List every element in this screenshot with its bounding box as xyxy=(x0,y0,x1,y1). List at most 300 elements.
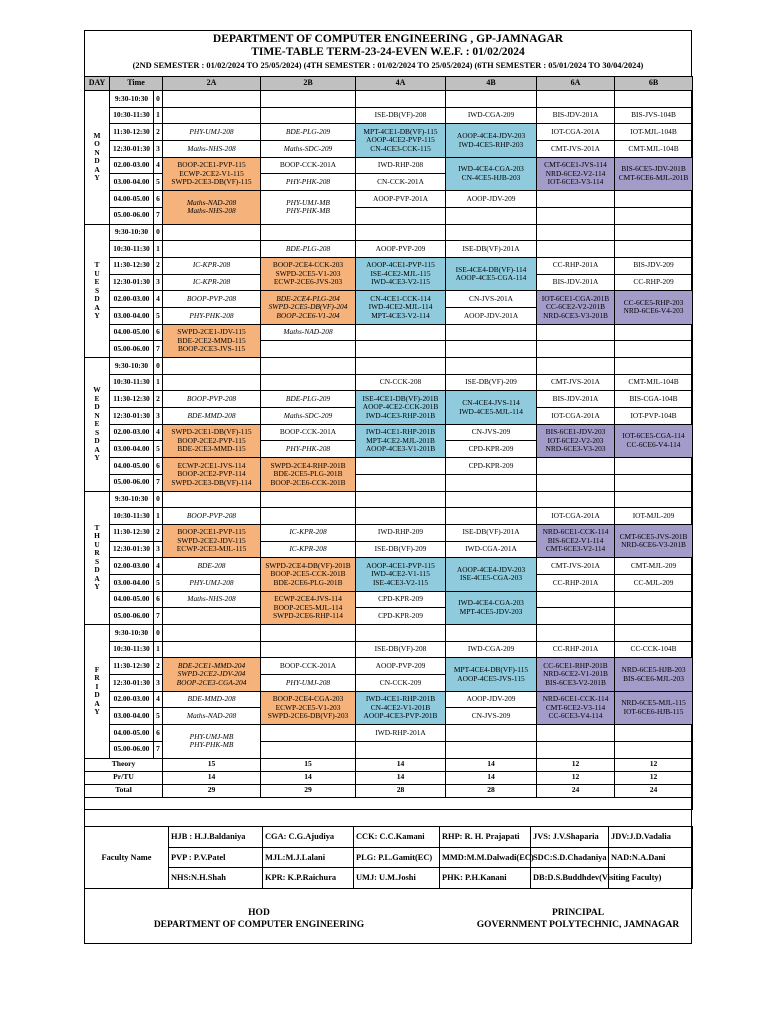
class-cell: SWPD-2CE1-DB(VF)-115 BOOP-2CE2-PVP-115 BDE-2CE3-MMD-115 xyxy=(163,424,261,457)
faculty-entry: SDC:S.D.Chadaniya xyxy=(531,847,609,868)
period-number: 6 xyxy=(154,725,163,742)
class-cell: CC-RHP-201A xyxy=(537,641,615,658)
class-cell: CMT-6CE1-JVS-114 NRD-6CE2-V2-114 IOT-6CE3-V3-114 xyxy=(537,157,615,190)
column-header-4a: 4A xyxy=(356,77,446,91)
summary-value: 29 xyxy=(261,784,356,797)
timetable-row xyxy=(85,558,693,575)
summary-label: Pr/TU xyxy=(85,771,163,784)
faculty-entry: PHK: P.H.Kanani xyxy=(440,868,531,889)
class-cell xyxy=(537,474,615,491)
class-cell: IWD-4CE4-CGA-203 MPT-4CE5-JDV-203 xyxy=(446,591,537,624)
summary-value: 28 xyxy=(446,784,537,797)
time-slot: 12:30-01:30 xyxy=(110,274,154,291)
class-cell: NRD-6CE5-HJB-203 BIS-6CE6-MJL-203 xyxy=(615,658,693,691)
summary-row xyxy=(85,784,693,797)
class-cell xyxy=(537,224,615,241)
time-slot: 11:30-12:30 xyxy=(110,124,154,141)
period-number: 5 xyxy=(154,174,163,191)
class-cell: ISE-4CE4-DB(VF)-114 AOOP-4CE5-CGA-114 xyxy=(446,257,537,290)
period-number: 2 xyxy=(154,524,163,541)
time-slot: 04.00-05.00 xyxy=(110,458,154,475)
period-number: 1 xyxy=(154,374,163,391)
class-cell: CMT-MJL-104B xyxy=(615,374,693,391)
time-slot: 04.00-05.00 xyxy=(110,591,154,608)
class-cell xyxy=(615,591,693,608)
class-cell: IWD-CGA-209 xyxy=(446,641,537,658)
hod-title: HOD xyxy=(248,908,270,918)
time-slot: 05.00-06.00 xyxy=(110,341,154,358)
timetable-row xyxy=(85,424,693,441)
class-cell xyxy=(537,725,615,742)
timetable-row xyxy=(85,358,693,375)
class-cell: ECWP-2CE1-JVS-114 BOOP-2CE2-PVP-114 SWPD-2CE3-DB(VF)-114 xyxy=(163,458,261,491)
timetable-row xyxy=(85,124,693,141)
faculty-entry: NAD:N.A.Dani xyxy=(609,847,693,868)
class-cell xyxy=(446,358,537,375)
summary-value: 24 xyxy=(537,784,615,797)
class-cell: CN-CCK-209 xyxy=(356,675,446,692)
signature-block xyxy=(84,888,692,945)
time-slot: 03.00-04.00 xyxy=(110,574,154,591)
day-label: W E D N E S D A Y xyxy=(85,358,110,492)
period-number: 3 xyxy=(154,408,163,425)
class-cell: CMT-MJL-104B xyxy=(615,141,693,158)
timetable-row xyxy=(85,191,693,208)
principal-institution: GOVERNMENT POLYTECHNIC, JAMNAGAR xyxy=(476,920,680,930)
class-cell xyxy=(356,491,446,508)
class-cell xyxy=(446,341,537,358)
class-cell: BIS-JDV-201A xyxy=(537,274,615,291)
class-cell: ISE-DB(VF)-201A xyxy=(446,241,537,258)
class-cell: CMT-JVS-201A xyxy=(537,374,615,391)
class-cell: IOT-CGA-201A xyxy=(537,124,615,141)
class-cell: BDE-PLG-209 xyxy=(261,124,356,141)
faculty-entry: HJB : H.J.Baldaniya xyxy=(169,827,263,848)
class-cell: BOOP-PVP-208 xyxy=(163,508,261,525)
class-cell: AOOP-JDV-201A xyxy=(446,307,537,324)
time-slot: 10:30-11:30 xyxy=(110,107,154,124)
timetable-row xyxy=(85,658,693,675)
time-slot: 04.00-05.00 xyxy=(110,324,154,341)
class-cell xyxy=(446,725,537,742)
timetable-row xyxy=(85,508,693,525)
class-cell xyxy=(261,358,356,375)
class-cell: CN-CCK-208 xyxy=(356,374,446,391)
faculty-row xyxy=(85,847,693,868)
class-cell: CC-6CE1-RHP-201B NRD-6CE2-V1-201B BIS-6CE3-V2-201B xyxy=(537,658,615,691)
class-cell: BOOP-PVP-208 xyxy=(163,391,261,408)
timetable-row xyxy=(85,257,693,274)
class-cell xyxy=(446,741,537,758)
class-cell: BOOP-2CE1-PVP-115 ECWP-2CE2-V1-115 SWPD-2CE3-DB(VF)-115 xyxy=(163,157,261,190)
class-cell: CN-JVS-201A xyxy=(446,291,537,308)
class-cell: BDE-PLG-209 xyxy=(261,391,356,408)
summary-value: 14 xyxy=(446,771,537,784)
summary-label: Total xyxy=(85,784,163,797)
class-cell xyxy=(615,608,693,625)
class-cell xyxy=(446,625,537,642)
class-cell xyxy=(163,608,261,625)
class-cell xyxy=(615,458,693,475)
class-cell xyxy=(615,358,693,375)
time-slot: 11:30-12:30 xyxy=(110,257,154,274)
faculty-entry: NHS:N.H.Shah xyxy=(169,868,263,889)
timetable-row xyxy=(85,107,693,124)
period-number: 5 xyxy=(154,574,163,591)
class-cell: BIS-6CE5-JDV-201B CMT-6CE6-MJL-201B xyxy=(615,157,693,190)
class-cell: BOOP-2CE1-PVP-115 SWPD-2CE2-JDV-115 ECWP-2CE3-MJL-115 xyxy=(163,524,261,557)
time-slot: 05.00-06.00 xyxy=(110,207,154,224)
timetable-row xyxy=(85,625,693,642)
period-number: 6 xyxy=(154,324,163,341)
time-slot: 12:30-01:30 xyxy=(110,408,154,425)
class-cell: BIS-JDV-201A xyxy=(537,391,615,408)
faculty-entry: CCK: C.C.Kamani xyxy=(354,827,440,848)
period-number: 3 xyxy=(154,141,163,158)
class-cell: CMT-6CE5-JVS-201B NRD-6CE6-V3-201B xyxy=(615,524,693,557)
class-cell: BIS-JDV-209 xyxy=(615,257,693,274)
class-cell: PHY-UMJ-208 xyxy=(261,675,356,692)
class-cell xyxy=(356,625,446,642)
class-cell xyxy=(163,625,261,642)
class-cell xyxy=(537,341,615,358)
period-number: 4 xyxy=(154,424,163,441)
period-number: 1 xyxy=(154,508,163,525)
timetable-row xyxy=(85,157,693,174)
time-slot: 12:30-01:30 xyxy=(110,141,154,158)
class-cell xyxy=(261,491,356,508)
class-cell: AOOP-PVP-209 xyxy=(356,658,446,675)
class-cell xyxy=(537,591,615,608)
timetable-row xyxy=(85,608,693,625)
class-cell xyxy=(446,224,537,241)
class-cell xyxy=(615,191,693,208)
summary-value: 15 xyxy=(163,758,261,771)
period-number: 0 xyxy=(154,625,163,642)
class-cell: IC-KPR-208 xyxy=(261,541,356,558)
class-cell: ISE-DB(VF)-209 xyxy=(446,374,537,391)
period-number: 4 xyxy=(154,291,163,308)
class-cell: IOT-CGA-201A xyxy=(537,508,615,525)
class-cell: Maths-NHS-208 xyxy=(163,591,261,608)
time-slot: 03.00-04.00 xyxy=(110,441,154,458)
period-number: 4 xyxy=(154,691,163,708)
faculty-table xyxy=(84,826,693,889)
column-header-6b: 6B xyxy=(615,77,693,91)
faculty-row xyxy=(85,827,693,848)
time-slot: 04.00-05.00 xyxy=(110,191,154,208)
class-cell xyxy=(615,207,693,224)
period-number: 1 xyxy=(154,107,163,124)
period-number: 3 xyxy=(154,274,163,291)
period-number: 6 xyxy=(154,191,163,208)
class-cell: NRD-6CE1-CCK-114 CMT-6CE2-V3-114 CC-6CE3-V4-114 xyxy=(537,691,615,724)
class-cell: IC-KPR-208 xyxy=(261,524,356,541)
period-number: 2 xyxy=(154,257,163,274)
period-number: 7 xyxy=(154,741,163,758)
class-cell: PHY-UMJ-208 xyxy=(163,574,261,591)
time-slot: 9:30-10:30 xyxy=(110,358,154,375)
class-cell xyxy=(163,641,261,658)
class-cell xyxy=(163,241,261,258)
time-slot: 02.00-03.00 xyxy=(110,291,154,308)
day-label: T U E S D A Y xyxy=(85,224,110,358)
class-cell: BOOP-2CE4-CGA-203 ECWP-2CE5-V1-203 SWPD-2CE6-DB(VF)-203 xyxy=(261,691,356,724)
hod-department: DEPARTMENT OF COMPUTER ENGINEERING xyxy=(153,920,365,930)
class-cell: BIS-JVS-104B xyxy=(615,107,693,124)
faculty-entry: UMJ: U.M.Joshi xyxy=(354,868,440,889)
class-cell: Maths-NAD-208 xyxy=(163,708,261,725)
class-cell xyxy=(537,241,615,258)
period-number: 3 xyxy=(154,541,163,558)
time-slot: 10:30-11:30 xyxy=(110,508,154,525)
class-cell: BIS-JDV-201A xyxy=(537,107,615,124)
class-cell: BDE-PLG-208 xyxy=(261,241,356,258)
column-header-4b: 4B xyxy=(446,77,537,91)
class-cell xyxy=(163,374,261,391)
timetable-row xyxy=(85,591,693,608)
timetable-row xyxy=(85,291,693,308)
time-slot: 02.00-03.00 xyxy=(110,691,154,708)
class-cell: ISE-DB(VF)-209 xyxy=(356,541,446,558)
class-cell xyxy=(615,341,693,358)
class-cell xyxy=(261,641,356,658)
class-cell: CC-RHP-201A xyxy=(537,257,615,274)
period-number: 6 xyxy=(154,591,163,608)
class-cell: CMT-JVS-201A xyxy=(537,558,615,575)
timetable-grid xyxy=(84,76,693,810)
class-cell: IWD-CGA-209 xyxy=(446,107,537,124)
class-cell: IC-KPR-208 xyxy=(163,257,261,274)
faculty-entry: DB:D.S.Buddhdev(Visiting Faculty) xyxy=(531,868,609,889)
timetable-row xyxy=(85,91,693,108)
class-cell xyxy=(537,207,615,224)
class-cell: PHY-PHK-208 xyxy=(163,307,261,324)
period-number: 6 xyxy=(154,458,163,475)
class-cell: CN-4CE1-CCK-114 IWD-4CE2-MJL-114 MPT-4CE3-V2-114 xyxy=(356,291,446,324)
class-cell: BOOP-PVP-208 xyxy=(163,291,261,308)
timetable-row xyxy=(85,391,693,408)
faculty-entry: PVP : P.V.Patel xyxy=(169,847,263,868)
timetable-row xyxy=(85,374,693,391)
class-cell: SWPD-2CE1-JDV-115 BDE-2CE2-MMD-115 BOOP-2CE3-JVS-115 xyxy=(163,324,261,357)
class-cell: AOOP-4CE1-PVP-115 ISE-4CE2-MJL-115 IWD-4CE3-V2-115 xyxy=(356,257,446,290)
class-cell: IOT-CGA-201A xyxy=(537,408,615,425)
period-number: 4 xyxy=(154,157,163,174)
class-cell xyxy=(446,91,537,108)
class-cell xyxy=(163,91,261,108)
faculty-entry: KPR: K.P.Raichura xyxy=(263,868,354,889)
period-number: 3 xyxy=(154,675,163,692)
faculty-entry: PLG: P.L.Gamit(EC) xyxy=(354,847,440,868)
class-cell: IWD-4CE4-CGA-203 CN-4CE5-HJB-203 xyxy=(446,157,537,190)
class-cell: BDE-2CE1-MMD-204 SWPD-2CE2-JDV-204 BOOP-2CE3-CGA-204 xyxy=(163,658,261,691)
class-cell xyxy=(615,91,693,108)
class-cell: SWPD-2CE4-RHP-201B BDE-2CE5-PLG-201B BOOP-2CE6-CCK-201B xyxy=(261,458,356,491)
class-cell: IC-KPR-208 xyxy=(163,274,261,291)
period-number: 7 xyxy=(154,474,163,491)
spacer-row xyxy=(85,797,693,809)
term-title: TIME-TABLE TERM-23-24-EVEN W.E.F. : 01/02/2024 xyxy=(251,46,525,58)
summary-value: 14 xyxy=(261,771,356,784)
summary-value: 24 xyxy=(615,784,693,797)
class-cell: Maths-NHS-208 xyxy=(163,141,261,158)
class-cell: CN-JVS-209 xyxy=(446,708,537,725)
class-cell: BOOP-CCK-201A xyxy=(261,424,356,441)
class-cell xyxy=(446,508,537,525)
time-slot: 11:30-12:30 xyxy=(110,524,154,541)
time-slot: 11:30-12:30 xyxy=(110,391,154,408)
class-cell xyxy=(537,491,615,508)
class-cell: IWD-4CE1-RHP-201B MPT-4CE2-MJL-201B AOOP-4CE3-V1-201B xyxy=(356,424,446,457)
period-number: 0 xyxy=(154,91,163,108)
column-header-day: DAY xyxy=(85,77,110,91)
class-cell: BDE-208 xyxy=(163,558,261,575)
summary-value: 14 xyxy=(446,758,537,771)
class-cell xyxy=(356,508,446,525)
class-cell xyxy=(615,324,693,341)
class-cell xyxy=(261,374,356,391)
column-header-time: Time xyxy=(110,77,163,91)
principal-title: PRINCIPAL xyxy=(551,908,605,918)
class-cell xyxy=(356,458,446,475)
faculty-entry: CGA: C.G.Ajudiya xyxy=(263,827,354,848)
time-slot: 10:30-11:30 xyxy=(110,374,154,391)
department-title: DEPARTMENT OF COMPUTER ENGINEERING , GP-JAMNAGAR xyxy=(212,33,564,45)
class-cell xyxy=(446,474,537,491)
class-cell xyxy=(537,324,615,341)
class-cell: CC-CCK-104B xyxy=(615,641,693,658)
class-cell xyxy=(356,224,446,241)
class-cell: BOOP-CCK-201A xyxy=(261,157,356,174)
class-cell xyxy=(615,625,693,642)
class-cell xyxy=(163,224,261,241)
class-cell xyxy=(537,741,615,758)
period-number: 0 xyxy=(154,491,163,508)
class-cell: CN-JVS-209 xyxy=(446,424,537,441)
time-slot: 9:30-10:30 xyxy=(110,224,154,241)
time-slot: 03.00-04.00 xyxy=(110,174,154,191)
time-slot: 04.00-05.00 xyxy=(110,725,154,742)
class-cell: IOT-PVP-104B xyxy=(615,408,693,425)
class-cell: MPT-4CE1-DB(VF)-115 AOOP-4CE2-PVP-115 CN-4CE3-CCK-115 xyxy=(356,124,446,157)
faculty-entry: JDV:J.D.Vadalia xyxy=(609,827,693,848)
class-cell: IOT-6CE1-CGA-201B CC-6CE2-V2-201B NRD-6CE3-V3-201B xyxy=(537,291,615,324)
class-cell: IWD-RHP-208 xyxy=(356,157,446,174)
timetable-row xyxy=(85,524,693,541)
class-cell xyxy=(537,608,615,625)
period-number: 1 xyxy=(154,641,163,658)
class-cell: PHY-PHK-208 xyxy=(261,174,356,191)
class-cell xyxy=(261,341,356,358)
class-cell xyxy=(261,625,356,642)
time-slot: 12:30-01:30 xyxy=(110,675,154,692)
class-cell: NRD-6CE1-CCK-114 BIS-6CE2-V1-114 CMT-6CE3-V2-114 xyxy=(537,524,615,557)
class-cell xyxy=(356,324,446,341)
day-label: M O N D A Y xyxy=(85,91,110,225)
summary-value: 12 xyxy=(615,771,693,784)
class-cell xyxy=(537,191,615,208)
time-slot: 02.00-03.00 xyxy=(110,558,154,575)
class-cell: CMT-MJL-209 xyxy=(615,558,693,575)
summary-value: 28 xyxy=(356,784,446,797)
class-cell: BIS-6CE1-JDV-203 IOT-6CE2-V2-203 NRD-6CE3-V3-203 xyxy=(537,424,615,457)
faculty-entry: JVS: J.V.Shaparia xyxy=(531,827,609,848)
class-cell xyxy=(163,107,261,124)
class-cell: IWD-RHP-201A xyxy=(356,725,446,742)
class-cell: CPD-KPR-209 xyxy=(446,458,537,475)
day-label: F R I D A Y xyxy=(85,625,110,759)
class-cell: PHY-UMJ-208 xyxy=(163,124,261,141)
summary-row xyxy=(85,771,693,784)
class-cell xyxy=(163,358,261,375)
period-number: 5 xyxy=(154,307,163,324)
class-cell: ECWP-2CE4-JVS-114 BOOP-2CE5-MJL-114 SWPD-2CE6-RHP-114 xyxy=(261,591,356,624)
hod-signature xyxy=(84,907,434,931)
class-cell xyxy=(163,491,261,508)
class-cell xyxy=(356,341,446,358)
class-cell: BDE-MMD-208 xyxy=(163,408,261,425)
summary-label: Theory xyxy=(85,758,163,771)
timetable-row xyxy=(85,725,693,742)
class-cell: IOT-MJL-209 xyxy=(615,508,693,525)
class-cell: Maths-NAD-208 Maths-NHS-208 xyxy=(163,191,261,224)
class-cell: AOOP-4CE1-PVP-115 IWD-4CE2-V1-115 ISE-4CE3-V2-115 xyxy=(356,558,446,591)
period-number: 1 xyxy=(154,241,163,258)
class-cell xyxy=(261,725,356,742)
class-cell: BDE-2CE4-PLG-204 SWPD-2CE5-DB(VF)-204 BOOP-2CE6-V1-204 xyxy=(261,291,356,324)
time-slot: 11:30-12:30 xyxy=(110,658,154,675)
class-cell: IWD-RHP-209 xyxy=(356,524,446,541)
class-cell: ISE-DB(VF)-208 xyxy=(356,107,446,124)
summary-row xyxy=(85,758,693,771)
period-number: 4 xyxy=(154,558,163,575)
column-header-6a: 6A xyxy=(537,77,615,91)
timetable-row xyxy=(85,241,693,258)
class-cell xyxy=(356,91,446,108)
class-cell: Maths-NAD-208 xyxy=(261,324,356,341)
class-cell: Maths-SDC-209 xyxy=(261,141,356,158)
class-cell: CPD-KPR-209 xyxy=(446,441,537,458)
class-cell xyxy=(446,491,537,508)
period-number: 7 xyxy=(154,207,163,224)
class-cell: AOOP-4CE4-JDV-203 IWD-4CE5-RHP-203 xyxy=(446,124,537,157)
time-slot: 10:30-11:30 xyxy=(110,641,154,658)
timetable-row xyxy=(85,491,693,508)
time-slot: 9:30-10:30 xyxy=(110,625,154,642)
period-number: 2 xyxy=(154,124,163,141)
class-cell xyxy=(615,741,693,758)
timetable-row xyxy=(85,324,693,341)
timetable-row xyxy=(85,641,693,658)
class-cell xyxy=(261,91,356,108)
class-cell: AOOP-4CE4-JDV-203 ISE-4CE5-CGA-203 xyxy=(446,558,537,591)
period-number: 7 xyxy=(154,608,163,625)
semester-dates: (2ND SEMESTER : 01/02/2024 TO 25/05/2024) (4TH SEMESTER : 01/02/2024 TO 25/05/2024) (6TH SEMESTER : 05/01/2024 TO 30/04/2024) xyxy=(132,61,644,70)
class-cell: CN-4CE4-JVS-114 IWD-4CE5-MJL-114 xyxy=(446,391,537,424)
time-slot: 03.00-04.00 xyxy=(110,307,154,324)
period-number: 0 xyxy=(154,224,163,241)
class-cell: CN-CCK-201A xyxy=(356,174,446,191)
time-slot: 05.00-06.00 xyxy=(110,741,154,758)
time-slot: 02.00-03.00 xyxy=(110,424,154,441)
class-cell: ISE-DB(VF)-208 xyxy=(356,641,446,658)
class-cell xyxy=(261,224,356,241)
class-cell xyxy=(537,358,615,375)
class-cell: PHY-UMJ-MB PHY-PHK-MB xyxy=(261,191,356,224)
class-cell xyxy=(615,491,693,508)
class-cell: AOOP-JDV-209 xyxy=(446,691,537,708)
